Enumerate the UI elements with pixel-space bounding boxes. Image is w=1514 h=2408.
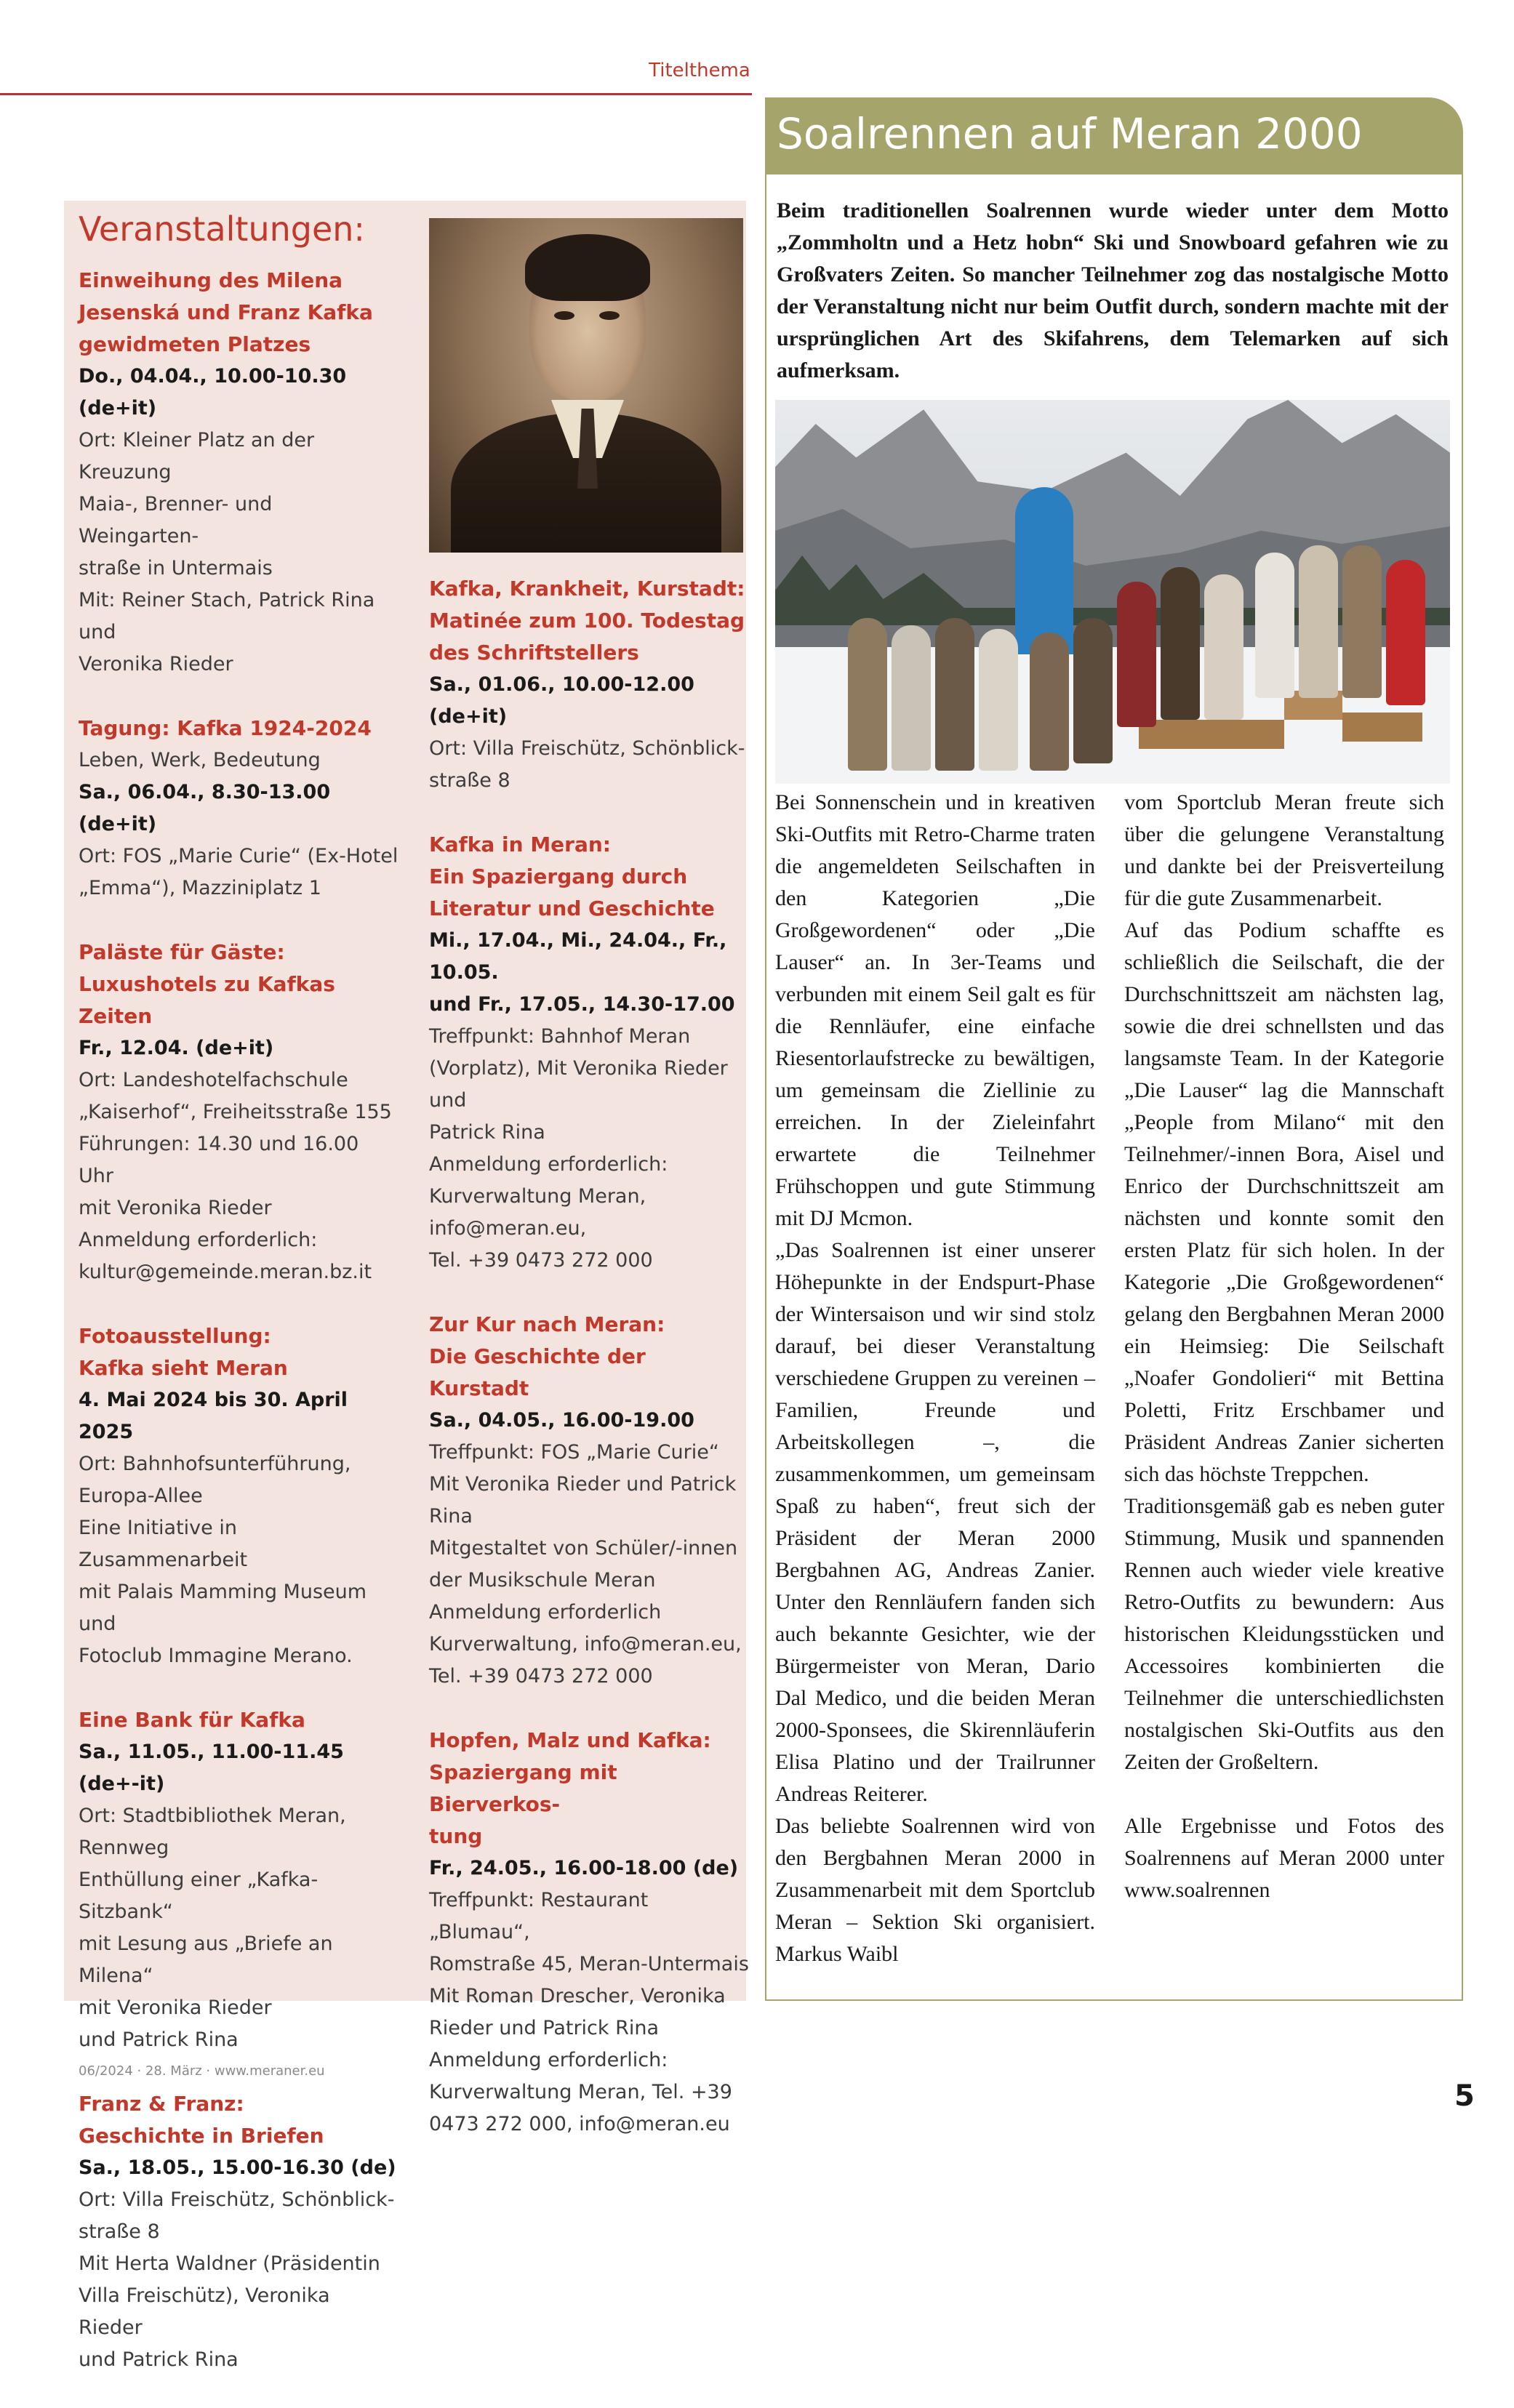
race-photo: [775, 400, 1450, 784]
event-detail: Ort: Stadtbibliothek Meran, Rennweg: [79, 1805, 346, 1859]
event-title: Tagung: Kafka 1924-2024: [79, 716, 372, 740]
article-paragraph: Traditionsgemäß gab es neben guter Stimmung, Musik und spannenden Rennen auch wieder viele kreative Retro-Outfits zu bewundern: Aus historischen Kleidungsstücken und Accessoires kombinierten die Teilnehmer die unterschiedlichsten nostalgischen Ski-Outfits aus den Zeiten der Großeltern.: [1124, 1494, 1444, 1774]
event-detail: Eine Initiative in Zusammenarbeit mit Palais Mamming Museum und Fotoclub Immagine Merano.: [79, 1517, 367, 1667]
photo-podium: [1342, 713, 1422, 742]
event-item: [79, 2088, 398, 2376]
article-paragraph: Bei Sonnenschein und in kreativen Ski-Outfits mit Retro-Charme traten die angemeldeten Seilschaften in den Kategorien „Die Großgewordenen“ oder „Die Lauser“ an. In 3er-Teams und verbunden mit einem Seil galt es für die Rennläufer, eine einfache Riesentorlaufstrecke zu bewältigen, um gemeinsam die Ziellinie zu erreichen. In der Zieleinfahrt erwartete die Teilnehmer Frühschoppen und gute Stimmung mit DJ Mcmon.: [775, 790, 1095, 1230]
section-tag: Titelthema: [649, 60, 750, 81]
event-item: [79, 1320, 398, 1672]
photo-podium: [1139, 720, 1284, 749]
event-item: [79, 713, 398, 904]
event-date: Mi., 17.04., Mi., 24.04., Fr., 10.05. und Fr., 17.05., 14.30-17.00: [429, 929, 735, 1016]
event-title: Fotoausstellung: Kafka sieht Meran: [79, 1324, 288, 1380]
article-column-right: [1124, 787, 1444, 1906]
event-detail: Mit: Reiner Stach, Patrick Rina und Veronika Rieder: [79, 589, 375, 675]
event-detail: Ort: Bahnhofsunterführung, Europa-Allee: [79, 1453, 351, 1507]
event-item: [79, 936, 398, 1288]
event-item: [79, 1704, 398, 2056]
event-title: Eine Bank für Kafka: [79, 1708, 305, 1732]
photo-person: [1255, 553, 1294, 698]
portrait-eye: [599, 311, 620, 320]
event-detail: Treffpunkt: FOS „Marie Curie“: [429, 1441, 719, 1464]
event-item: [429, 1309, 749, 1693]
photo-person: [979, 629, 1018, 771]
photo-person: [1342, 545, 1382, 698]
event-title: Zur Kur nach Meran: Die Geschichte der Kurstadt: [429, 1312, 665, 1400]
event-date: 4. Mai 2024 bis 30. April 2025: [79, 1389, 348, 1443]
event-detail: Mitgestaltet von Schüler/-innen der Musikschule Meran: [429, 1537, 738, 1592]
event-detail: Treffpunkt: Bahnhof Meran (Vorplatz), Mit Veronika Rieder und Patrick Rina: [429, 1025, 728, 1144]
event-detail: Ort: FOS „Marie Curie“ (Ex-Hotel „Emma“), Mazziniplatz 1: [79, 845, 398, 899]
event-title: Einweihung des Milena Jesenská und Franz Kafka gewidmeten Platzes: [79, 268, 373, 356]
photo-person: [1030, 633, 1069, 771]
event-detail: Anmeldung erforderlich: Kurverwaltung Meran, info@meran.eu, Tel. +39 0473 272 000: [429, 1153, 668, 1272]
photo-sponsor-flag: [1015, 487, 1073, 654]
event-detail: Führungen: 14.30 und 16.00 Uhr mit Veronika Rieder: [79, 1133, 359, 1219]
event-title: Kafka, Krankheit, Kurstadt: Matinée zum 100. Todestag des Schriftstellers: [429, 577, 745, 665]
photo-person: [935, 618, 974, 771]
photo-person: [1073, 618, 1113, 763]
event-detail: Ort: Kleiner Platz an der Kreuzung Maia-, Brenner- und Weingarten- straße in Untermais: [79, 429, 315, 579]
event-detail: Anmeldung erforderlich: Kurverwaltung Meran, Tel. +39 0473 272 000, info@meran.eu: [429, 2049, 732, 2135]
article-paragraph: vom Sportclub Meran freute sich über die gelungene Veranstaltung und dankte bei der Preisverteilung für die gute Zusammenarbeit.: [1124, 790, 1444, 910]
event-detail: Ort: Villa Freischütz, Schönblick- straße 8: [429, 737, 745, 792]
event-date: Fr., 12.04. (de+it): [79, 1037, 274, 1059]
events-column-middle: [429, 573, 749, 2172]
events-heading: Veranstaltungen:: [79, 209, 365, 249]
event-detail: Treffpunkt: Restaurant „Blumau“, Romstraße 45, Meran-Untermais: [429, 1889, 749, 1975]
article-paragraph: Das beliebte Soalrennen wird von den Bergbahnen Meran 2000 in Zusammenarbeit mit dem Sportclub Meran – Sektion Ski organisiert. Markus Waibl: [775, 1814, 1095, 1966]
article-paragraph: Auf das Podium schaffte es schließlich die Seilschaft, die der Durchschnittszeit am nächsten lag, sowie die drei schnellsten und das langsamste Team. In der Kategorie „Die Lauser“ lag die Mannschaft „People from Milano“ mit den Teilnehmer/-innen Bora, Aisel und Enrico der Durchschnittszeit am nächsten und konnte somit den ersten Platz für sich holen. In der Kategorie „Die Großgewordenen“ gelang den Bergbahnen Meran 2000 ein Heimsieg: Die Seilschaft „Noafer Gondolieri“ mit Bettina Poletti, Fritz Erschbamer und Präsident Andreas Zanier sicherten sich das höchste Treppchen.: [1124, 918, 1444, 1486]
event-title: Franz & Franz: Geschichte in Briefen: [79, 2092, 324, 2148]
event-date: Sa., 01.06., 10.00-12.00 (de+it): [429, 673, 694, 728]
event-item: [79, 265, 398, 681]
portrait-eye: [554, 311, 574, 320]
event-subtitle: Leben, Werk, Bedeutung: [79, 749, 321, 771]
article-column-left: [775, 787, 1095, 1970]
article-paragraph: „Das Soalrennen ist einer unserer Höhepunkte in der Endspurt-Phase der Wintersaison und wir sind stolz darauf, bei dieser Veranstaltung verschiedene Gruppen zu vereinen – Familien, Freunde und Arbeitskollegen –, die zusammenkommen, um gemeinsam Spaß zu haben“, freut sich der Präsident der Meran 2000 Bergbahnen AG, Andreas Zanier. Unter den Rennläufern fanden sich auch bekannte Gesichter, wie der Bürgermeister von Meran, Dario Dal Medico, und die beiden Meran 2000-Sponsees, die Skirennläuferin Elisa Platino und der Trailrunner Andreas Reiterer.: [775, 1238, 1095, 1806]
event-date: Sa., 04.05., 16.00-19.00: [429, 1409, 694, 1432]
event-date: Sa., 18.05., 15.00-16.30 (de): [79, 2156, 396, 2179]
events-column-left: [79, 265, 398, 2408]
event-date: Sa., 11.05., 11.00-11.45 (de+-it): [79, 1741, 344, 1795]
photo-person: [1299, 545, 1338, 698]
article-closing: Alle Ergebnisse und Fotos des Soalrennens auf Meran 2000 unter www.soalrennen: [1124, 1814, 1444, 1902]
footer-meta: 06/2024 · 28. März · www.meraner.eu: [79, 2063, 325, 2079]
photo-person: [1204, 574, 1243, 720]
event-date: Fr., 24.05., 16.00-18.00 (de): [429, 1857, 739, 1879]
photo-person: [892, 625, 931, 771]
event-detail: Mit Roman Drescher, Veronika Rieder und Patrick Rina: [429, 1985, 726, 2039]
event-date: Sa., 06.04., 8.30-13.00 (de+it): [79, 781, 331, 835]
event-title: Hopfen, Malz und Kafka: Spaziergang mit Bierverkos- tung: [429, 1728, 711, 1848]
portrait-hair: [525, 234, 650, 301]
article-title: Soalrennen auf Meran 2000: [777, 109, 1363, 158]
event-detail: Mit Veronika Rieder und Patrick Rina: [429, 1473, 737, 1528]
top-rule: [0, 93, 752, 95]
event-detail: Enthüllung einer „Kafka-Sitzbank“ mit Lesung aus „Briefe an Milena“ mit Veronika Rieder und Patrick Rina: [79, 1869, 333, 2051]
event-item: [429, 1725, 749, 2140]
event-detail: Ort: Villa Freischütz, Schönblick- straße 8: [79, 2188, 395, 2243]
kafka-portrait: [429, 218, 743, 553]
event-date: Do., 04.04., 10.00-10.30 (de+it): [79, 365, 347, 420]
event-item: [429, 573, 749, 797]
event-detail: Ort: Landeshotelfachschule „Kaiserhof“, Freiheitsstraße 155: [79, 1069, 392, 1123]
photo-person: [848, 618, 887, 771]
event-title: Paläste für Gäste: Luxushotels zu Kafkas Zeiten: [79, 940, 335, 1028]
event-detail: Anmeldung erforderlich Kurverwaltung, info@meran.eu, Tel. +39 0473 272 000: [429, 1601, 742, 1687]
photo-person: [1386, 560, 1425, 705]
event-detail: Mit Herta Waldner (Präsidentin Villa Freischütz), Veronika Rieder und Patrick Rina: [79, 2252, 380, 2371]
event-item: [429, 829, 749, 1277]
photo-person: [1117, 582, 1156, 727]
event-detail: Anmeldung erforderlich: kultur@gemeinde.meran.bz.it: [79, 1229, 372, 1283]
page-number: 5: [1454, 2079, 1475, 2113]
photo-person: [1161, 567, 1200, 720]
event-title: Kafka in Meran: Ein Spaziergang durch Literatur und Geschichte: [429, 832, 715, 920]
article-lead: Beim traditionellen Soalrennen wurde wieder unter dem Motto „Zommholtn und a Hetz hobn“ Ski und Snowboard gefahren wie zu Großvaters Zeiten. So mancher Teilnehmer zog das nostalgische Motto der Veranstaltung nicht nur beim Outfit durch, sondern machte mit der ursprünglichen Art des Skifahrens, dem Telemarken auf sich aufmerksam.: [777, 198, 1449, 382]
